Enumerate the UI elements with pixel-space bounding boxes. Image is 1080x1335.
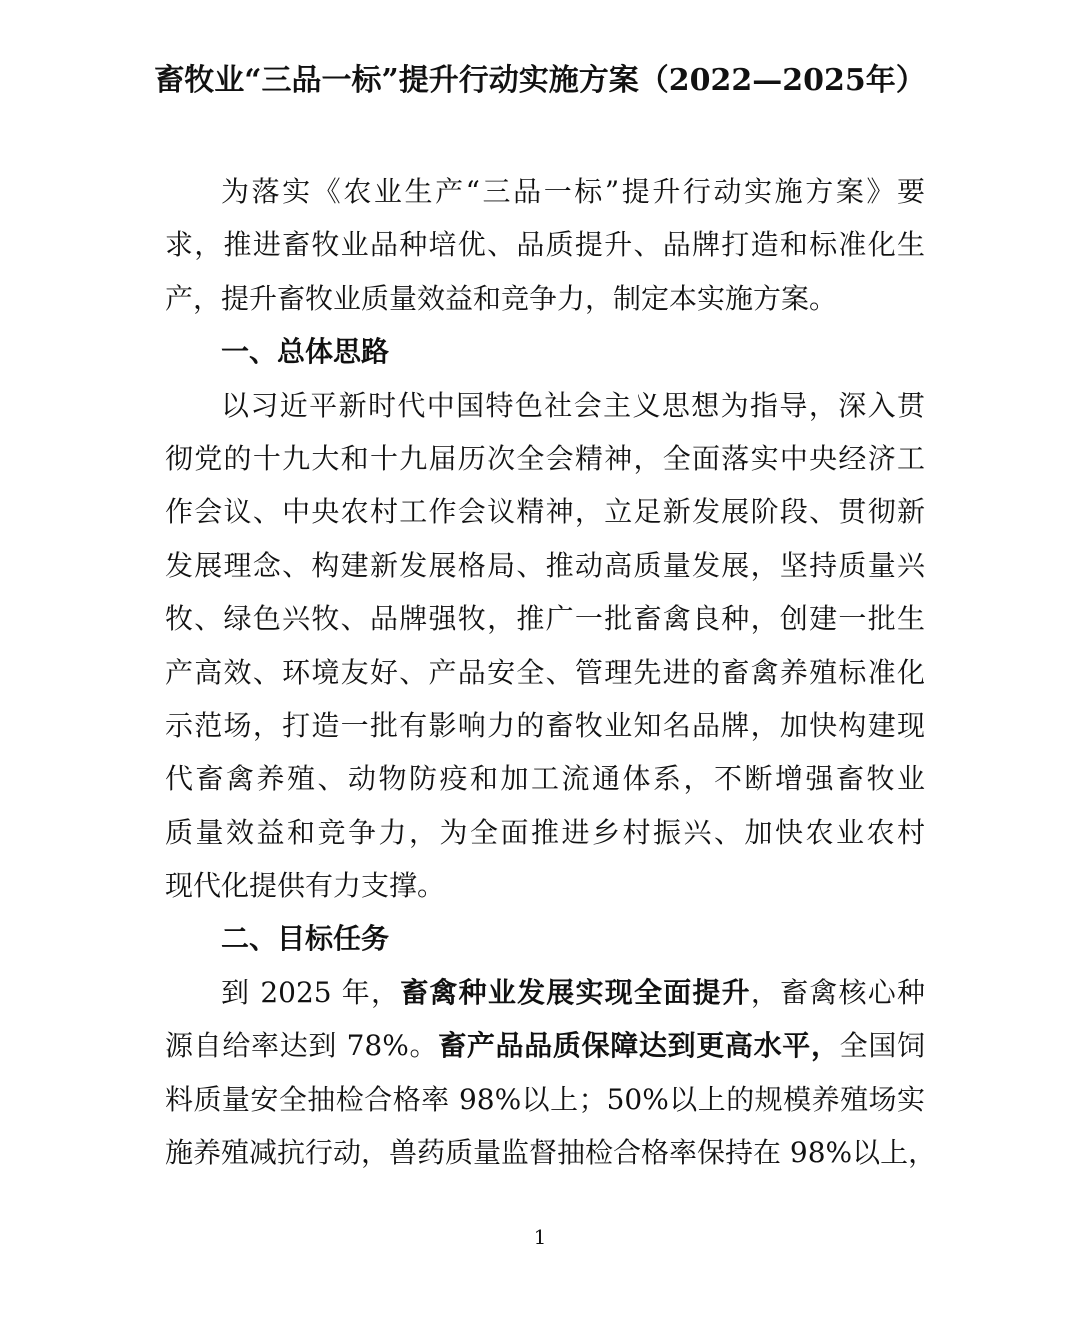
section-heading-1: [165, 325, 925, 378]
section2-line-4: 施养殖减抗行动，兽药质量监督抽检合格率保持在 98%以上，: [165, 1136, 937, 1170]
section2-line-2-emphasis: 畜产品品质保障达到更高水平，: [438, 1029, 840, 1063]
section1-line-6: 产高效、环境友好、产品安全、管理先进的畜禽养殖标准化: [165, 655, 925, 689]
section1-line-5: 牧、绿色兴牧、品牌强牧，推广一批畜禽良种，创建一批生: [165, 602, 925, 636]
section-heading-2-text: 二、目标任务: [221, 922, 390, 956]
intro-line-1: 为落实《农业生产“三品一标”提升行动实施方案》要: [221, 175, 925, 208]
section-heading-1-text: 一、总体思路: [221, 335, 390, 369]
section2-line-1-part-a: 到 2025 年，: [221, 975, 401, 1009]
section1-line-10: 现代化提供有力支撑。: [165, 869, 446, 903]
document-body: [165, 165, 937, 1179]
section2-line-3: 料质量安全抽检合格率 98%以上；50%以上的规模养殖场实: [165, 1082, 925, 1116]
section2-line-1-part-c: ，畜禽核心种: [750, 975, 925, 1009]
section2-line-2-part-c: 全国饲: [839, 1029, 925, 1063]
section1-line-7: 示范场，打造一批有影响力的畜牧业知名品牌，加快构建现: [165, 708, 925, 742]
page-number: 1: [533, 1225, 547, 1249]
section1-line-9: 质量效益和竞争力，为全面推进乡村振兴、加快农业农村: [165, 815, 925, 849]
section1-line-4: 发展理念、构建新发展格局、推动高质量发展，坚持质量兴: [165, 548, 925, 582]
document-title: 畜牧业“三品一标”提升行动实施方案（2022—2025年）: [154, 63, 926, 98]
intro-line-2: 求，推进畜牧业品种培优、品质提升、品牌打造和标准化生: [165, 228, 925, 262]
section-heading-2: [165, 912, 925, 965]
section1-line-3: 作会议、中央农村工作会议精神，立足新发展阶段、贯彻新: [165, 495, 925, 529]
section2-line-2-part-a: 源自给率达到 78%。: [165, 1029, 439, 1063]
section1-line-8: 代畜禽养殖、动物防疫和加工流通体系，不断增强畜牧业: [165, 762, 925, 796]
section1-line-2: 彻党的十九大和十九届历次全会精神，全面落实中央经济工: [165, 441, 925, 475]
section1-line-1: 以习近平新时代中国特色社会主义思想为指导，深入贯: [221, 388, 925, 422]
section2-line-1-emphasis: 畜禽种业发展实现全面提升: [400, 975, 751, 1009]
section2-line-1: [165, 966, 925, 1019]
section2-line-2: [165, 1019, 925, 1072]
intro-line-3: 产，提升畜牧业质量效益和竞争力，制定本实施方案。: [165, 281, 838, 315]
